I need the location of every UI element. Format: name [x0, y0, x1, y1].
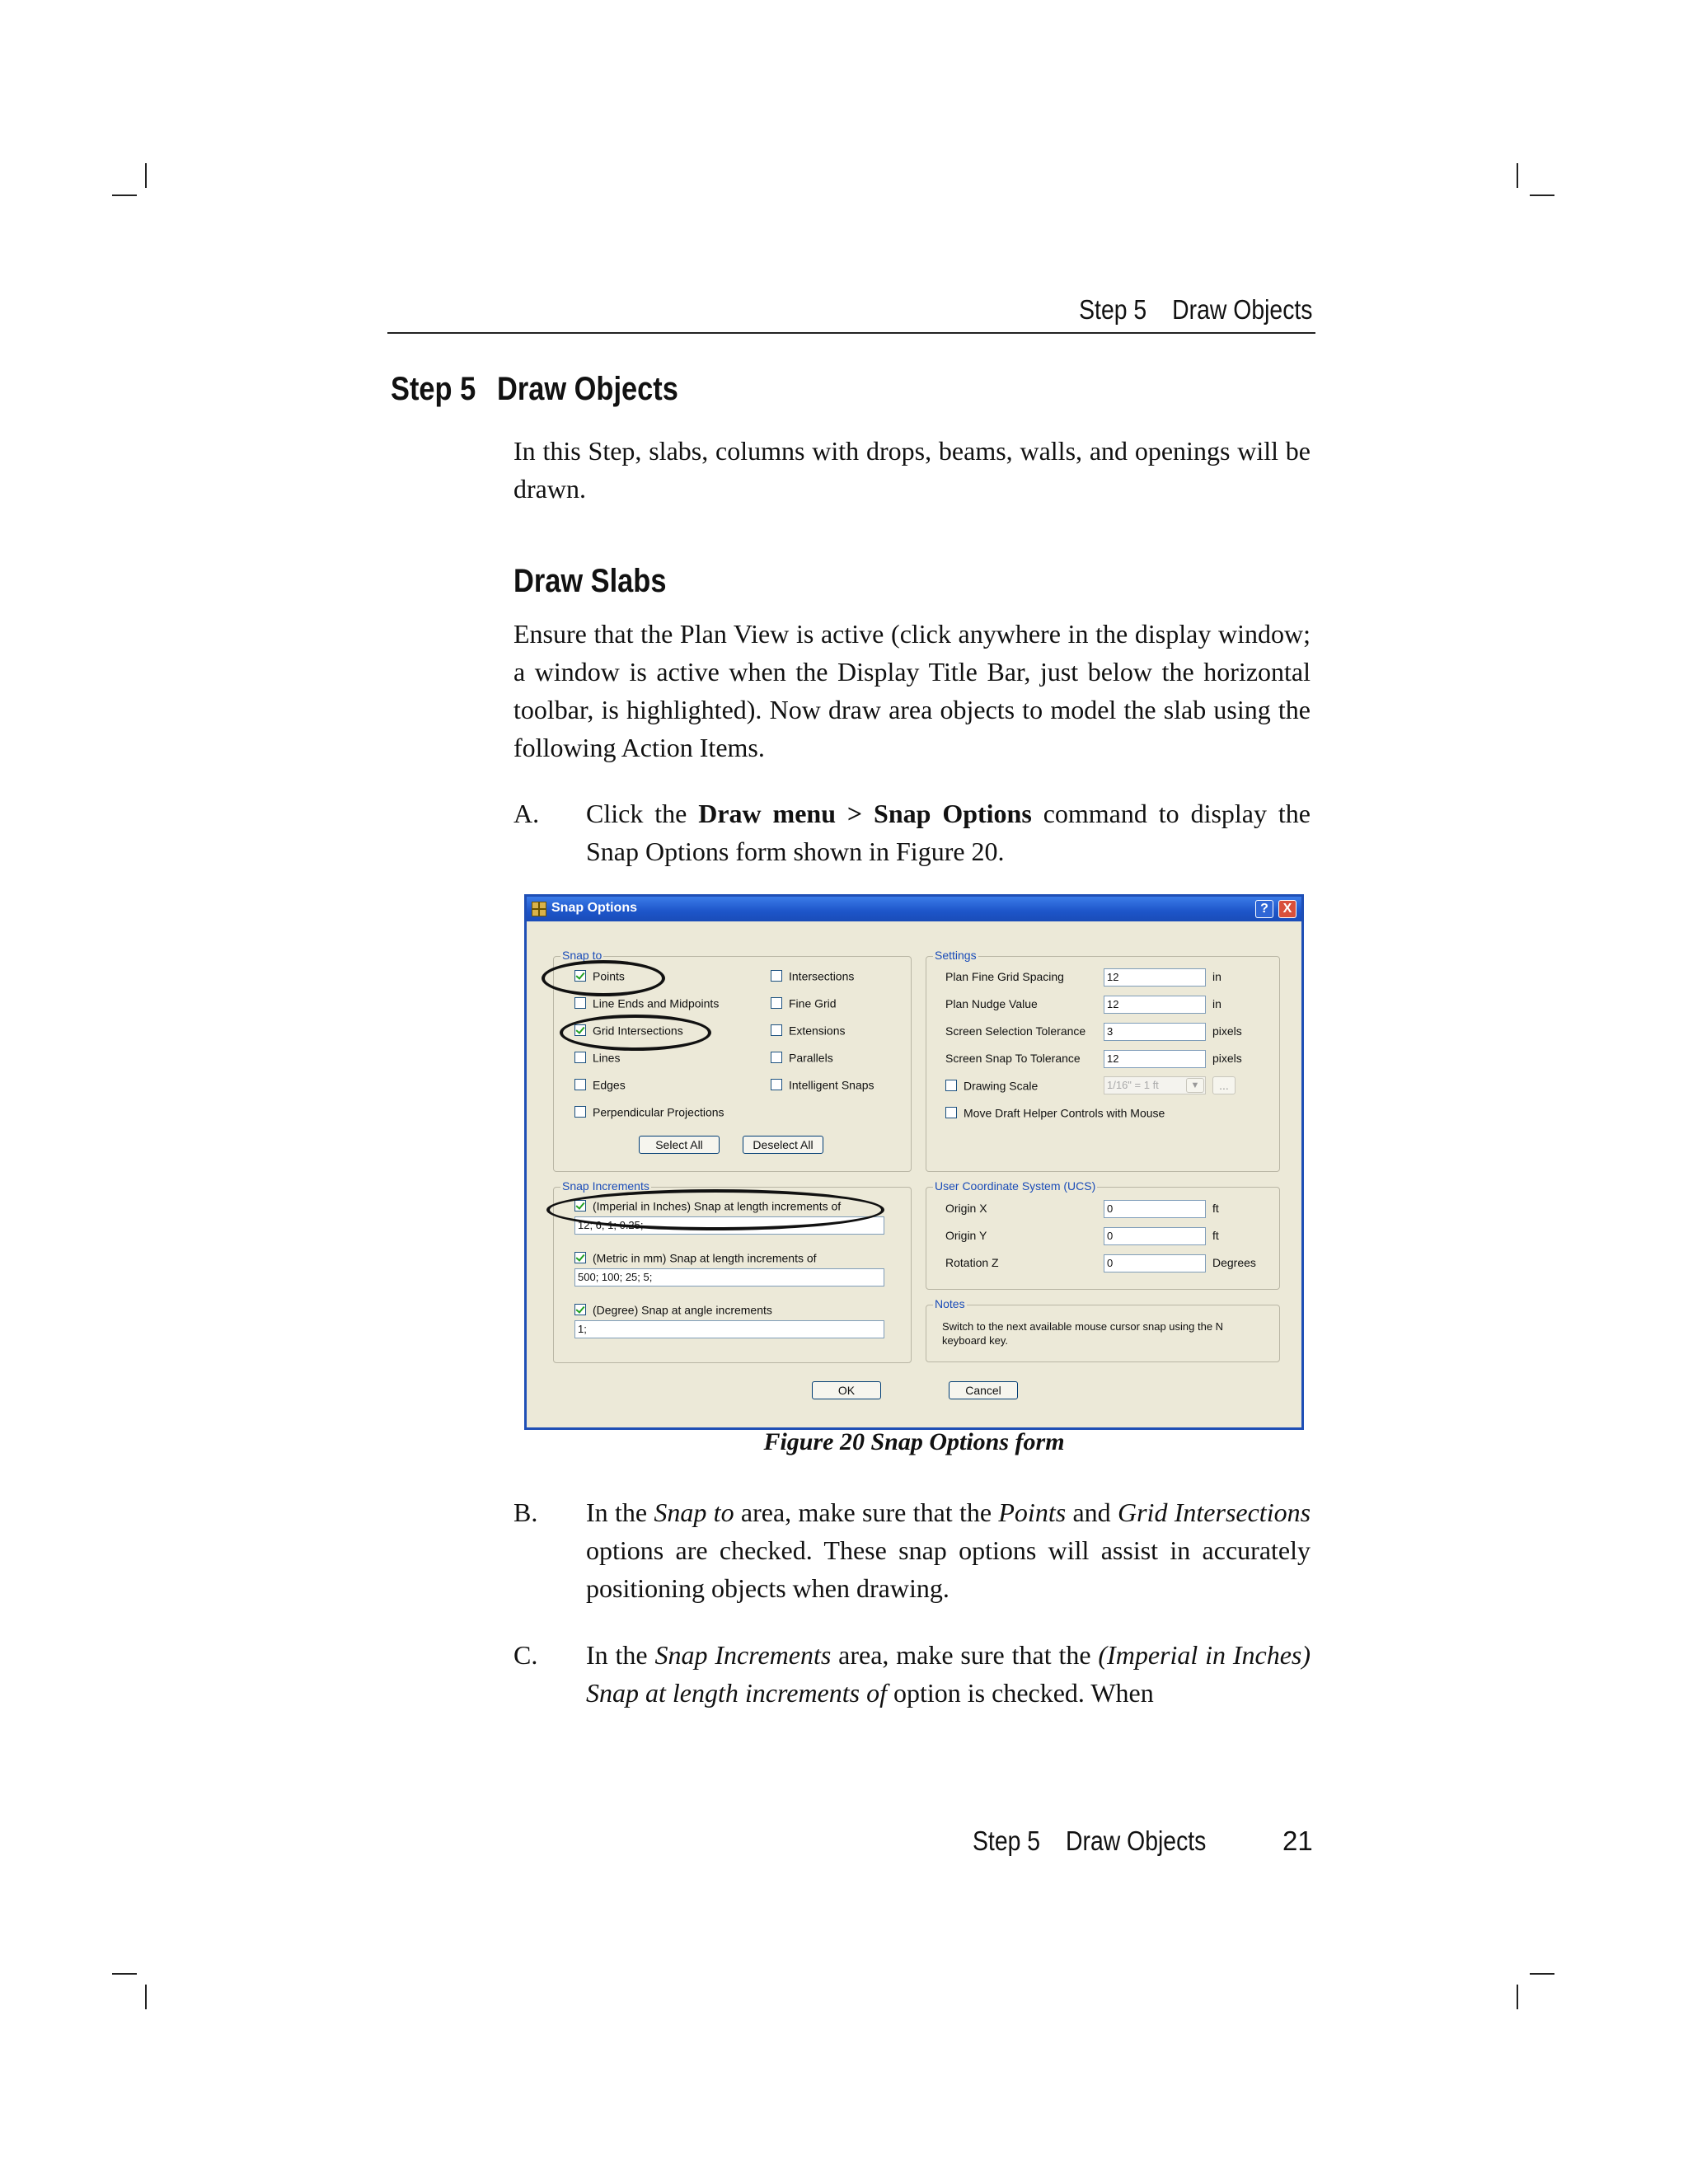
- cancel-button[interactable]: Cancel: [949, 1381, 1018, 1399]
- checkbox-label: Intersections: [789, 969, 855, 983]
- item-text: Click the: [586, 799, 699, 828]
- item-label: B.: [513, 1497, 538, 1527]
- checkbox-label: Lines: [593, 1051, 621, 1065]
- item-text: command to display the Snap Options form shown in Figure 20.: [586, 799, 1311, 866]
- item-text: options are checked. These snap options will assist in accurately positioning objects when drawing.: [586, 1535, 1311, 1603]
- checkbox-label: Line Ends and Midpoints: [593, 996, 720, 1010]
- checkbox-box[interactable]: [574, 1052, 586, 1063]
- checkbox-box[interactable]: [574, 1252, 586, 1263]
- extensions-checkbox[interactable]: [771, 1023, 845, 1037]
- notes-text: keyboard key.: [942, 1334, 1008, 1347]
- checkbox-label: Fine Grid: [789, 996, 837, 1010]
- browse-button[interactable]: ...: [1212, 1076, 1236, 1094]
- crop-mark: [145, 1985, 147, 2009]
- selection-tolerance-field[interactable]: 3: [1104, 1023, 1206, 1041]
- checkbox-box[interactable]: [574, 1304, 586, 1315]
- checkbox-label: Grid Intersections: [593, 1024, 683, 1038]
- checkbox-box[interactable]: [771, 1024, 782, 1036]
- highlight-ellipse: [546, 1189, 884, 1230]
- drawing-scale-select[interactable]: 1/16" = 1 ft: [1104, 1076, 1206, 1094]
- checkbox-label: Move Draft Helper Controls with Mouse: [964, 1106, 1165, 1120]
- checkbox-label: Perpendicular Projections: [593, 1105, 724, 1119]
- action-item-a: [513, 794, 1311, 870]
- checkbox-label: Drawing Scale: [964, 1079, 1039, 1093]
- crop-mark: [1517, 1985, 1518, 2009]
- running-header-title: Draw Objects: [1171, 294, 1312, 325]
- checkbox-box[interactable]: [945, 1107, 957, 1118]
- fine-grid-checkbox[interactable]: [771, 996, 837, 1010]
- dialog-title-bar[interactable]: [527, 897, 1301, 921]
- intersections-checkbox[interactable]: [771, 968, 854, 982]
- unit-label: pixels: [1212, 1024, 1242, 1038]
- parallels-checkbox[interactable]: [771, 1050, 833, 1064]
- checkbox-box[interactable]: [574, 1079, 586, 1090]
- footer-title: Draw Objects: [1066, 1825, 1207, 1856]
- checkbox-label: (Degree) Snap at angle increments: [593, 1303, 772, 1317]
- settings-label: Settings: [935, 949, 977, 962]
- checkbox-box[interactable]: [574, 1106, 586, 1118]
- help-button[interactable]: ?: [1255, 900, 1273, 918]
- fine-grid-spacing-field[interactable]: 12: [1104, 968, 1206, 987]
- highlight-ellipse: [542, 960, 665, 996]
- action-item-b: [513, 1493, 1311, 1607]
- snap-options-dialog: [524, 894, 1304, 1430]
- notes-group: [926, 1297, 1280, 1362]
- rotation-z-field[interactable]: 0: [1104, 1254, 1206, 1272]
- ok-button[interactable]: OK: [812, 1381, 881, 1399]
- checkbox-label: Intelligent Snaps: [789, 1078, 874, 1092]
- ucs-label-origin-y: Origin Y: [945, 1229, 987, 1242]
- ucs-label-origin-x: Origin X: [945, 1202, 987, 1215]
- crop-mark: [1530, 1973, 1554, 1975]
- item-label: A.: [513, 799, 540, 828]
- emphasis: Snap Increments: [654, 1640, 832, 1670]
- emphasis: Grid Intersections: [1117, 1497, 1311, 1527]
- app-icon: [532, 902, 546, 916]
- nudge-value-field[interactable]: 12: [1104, 996, 1206, 1014]
- slabs-paragraph: Ensure that the Plan View is active (click anywhere in the display window; a window is active when the Display Title Bar, just below the horizontal toolbar, is highlighted). Now draw area objects to model the slab using the following Action Items.: [513, 619, 1311, 762]
- checkbox-box[interactable]: [771, 997, 782, 1009]
- metric-increments-checkbox[interactable]: [574, 1250, 817, 1264]
- page-footer: [973, 1825, 1206, 1857]
- menu-path: Draw menu > Snap Options: [698, 799, 1032, 828]
- figure-caption: Figure 20 Snap Options form: [763, 1428, 1065, 1455]
- item-text: option is checked. When: [886, 1678, 1154, 1708]
- drawing-scale-checkbox[interactable]: [945, 1078, 1038, 1092]
- section-heading: [391, 371, 678, 408]
- close-button[interactable]: X: [1278, 900, 1296, 918]
- unit-label: ft: [1212, 1202, 1219, 1215]
- crop-mark: [145, 163, 147, 188]
- action-item-c: [513, 1636, 1311, 1712]
- checkbox-box[interactable]: [771, 1052, 782, 1063]
- emphasis: Snap to: [654, 1497, 734, 1527]
- degree-increments-checkbox[interactable]: [574, 1302, 772, 1316]
- crop-mark: [1530, 194, 1554, 196]
- item-text: In the: [586, 1640, 655, 1670]
- crop-mark: [112, 194, 137, 196]
- setting-label: Plan Nudge Value: [945, 997, 1038, 1010]
- checkbox-label: Points: [593, 969, 625, 983]
- setting-label: Plan Fine Grid Spacing: [945, 970, 1064, 983]
- snap-to-label: Snap to: [562, 949, 603, 962]
- perpendicular-projections-checkbox[interactable]: [574, 1104, 724, 1118]
- item-text: area, make sure that the: [734, 1497, 999, 1527]
- ucs-label: User Coordinate System (UCS): [935, 1179, 1096, 1193]
- checkbox-box[interactable]: [771, 970, 782, 982]
- running-header-step: Step 5: [1078, 294, 1146, 325]
- subsection-heading: Draw Slabs: [513, 563, 667, 599]
- crop-mark: [112, 1973, 137, 1975]
- highlight-ellipse: [560, 1015, 711, 1051]
- lines-checkbox[interactable]: [574, 1050, 620, 1064]
- dialog-title: Snap Options: [551, 901, 637, 915]
- checkbox-label: Extensions: [789, 1024, 846, 1038]
- ucs-label-rotation-z: Rotation Z: [945, 1256, 999, 1269]
- item-text: area, make sure that the: [831, 1640, 1099, 1670]
- move-draft-helper-checkbox[interactable]: [945, 1105, 1165, 1119]
- checkbox-box[interactable]: [945, 1080, 957, 1091]
- setting-label: Screen Snap To Tolerance: [945, 1052, 1081, 1065]
- section-title: Draw Objects: [497, 371, 678, 407]
- emphasis: Points: [998, 1497, 1067, 1527]
- footer-step: Step 5: [973, 1825, 1041, 1856]
- item-text: In the: [586, 1497, 654, 1527]
- chevron-down-icon[interactable]: ▼: [1186, 1078, 1204, 1093]
- line-ends-midpoints-checkbox[interactable]: [574, 996, 719, 1010]
- intro-paragraph: In this Step, slabs, columns with drops, beams, walls, and openings will be drawn.: [513, 436, 1311, 504]
- snap-to-tolerance-field[interactable]: 12: [1104, 1050, 1206, 1068]
- origin-x-field[interactable]: 0: [1104, 1200, 1206, 1218]
- origin-y-field[interactable]: 0: [1104, 1227, 1206, 1245]
- checkbox-label: (Imperial in Inches) Snap at length increments of: [593, 1199, 842, 1213]
- imperial-increments-field[interactable]: 12; 6; 1; 0.25;: [574, 1216, 884, 1235]
- intelligent-snaps-checkbox[interactable]: [771, 1077, 874, 1091]
- page-number: 21: [1282, 1825, 1313, 1856]
- metric-increments-field[interactable]: 500; 100; 25; 5;: [574, 1268, 884, 1286]
- checkbox-label: Edges: [593, 1078, 626, 1092]
- snap-increments-label: Snap Increments: [562, 1179, 649, 1193]
- select-all-button[interactable]: Select All: [639, 1136, 720, 1154]
- checkbox-box[interactable]: [771, 1079, 782, 1090]
- setting-label: Screen Selection Tolerance: [945, 1024, 1086, 1038]
- running-header: [387, 291, 1315, 334]
- degree-increments-field[interactable]: 1;: [574, 1320, 884, 1338]
- crop-mark: [1517, 163, 1518, 188]
- checkbox-label: Parallels: [789, 1051, 833, 1065]
- checkbox-box[interactable]: [574, 997, 586, 1009]
- edges-checkbox[interactable]: [574, 1077, 626, 1091]
- unit-label: in: [1212, 997, 1221, 1010]
- notes-label: Notes: [935, 1297, 965, 1310]
- section-step: Step 5: [391, 371, 476, 407]
- unit-label: pixels: [1212, 1052, 1242, 1065]
- checkbox-label: (Metric in mm) Snap at length increments of: [593, 1251, 817, 1265]
- unit-label: in: [1212, 970, 1221, 983]
- unit-label: Degrees: [1212, 1256, 1256, 1269]
- item-text: and: [1066, 1497, 1118, 1527]
- emphasis: (Imperial in Inches) Snap at length increments of: [586, 1640, 1311, 1708]
- item-label: C.: [513, 1640, 538, 1670]
- notes-text: Switch to the next available mouse cursor snap using the N: [942, 1320, 1224, 1333]
- unit-label: ft: [1212, 1229, 1219, 1242]
- deselect-all-button[interactable]: Deselect All: [743, 1136, 823, 1154]
